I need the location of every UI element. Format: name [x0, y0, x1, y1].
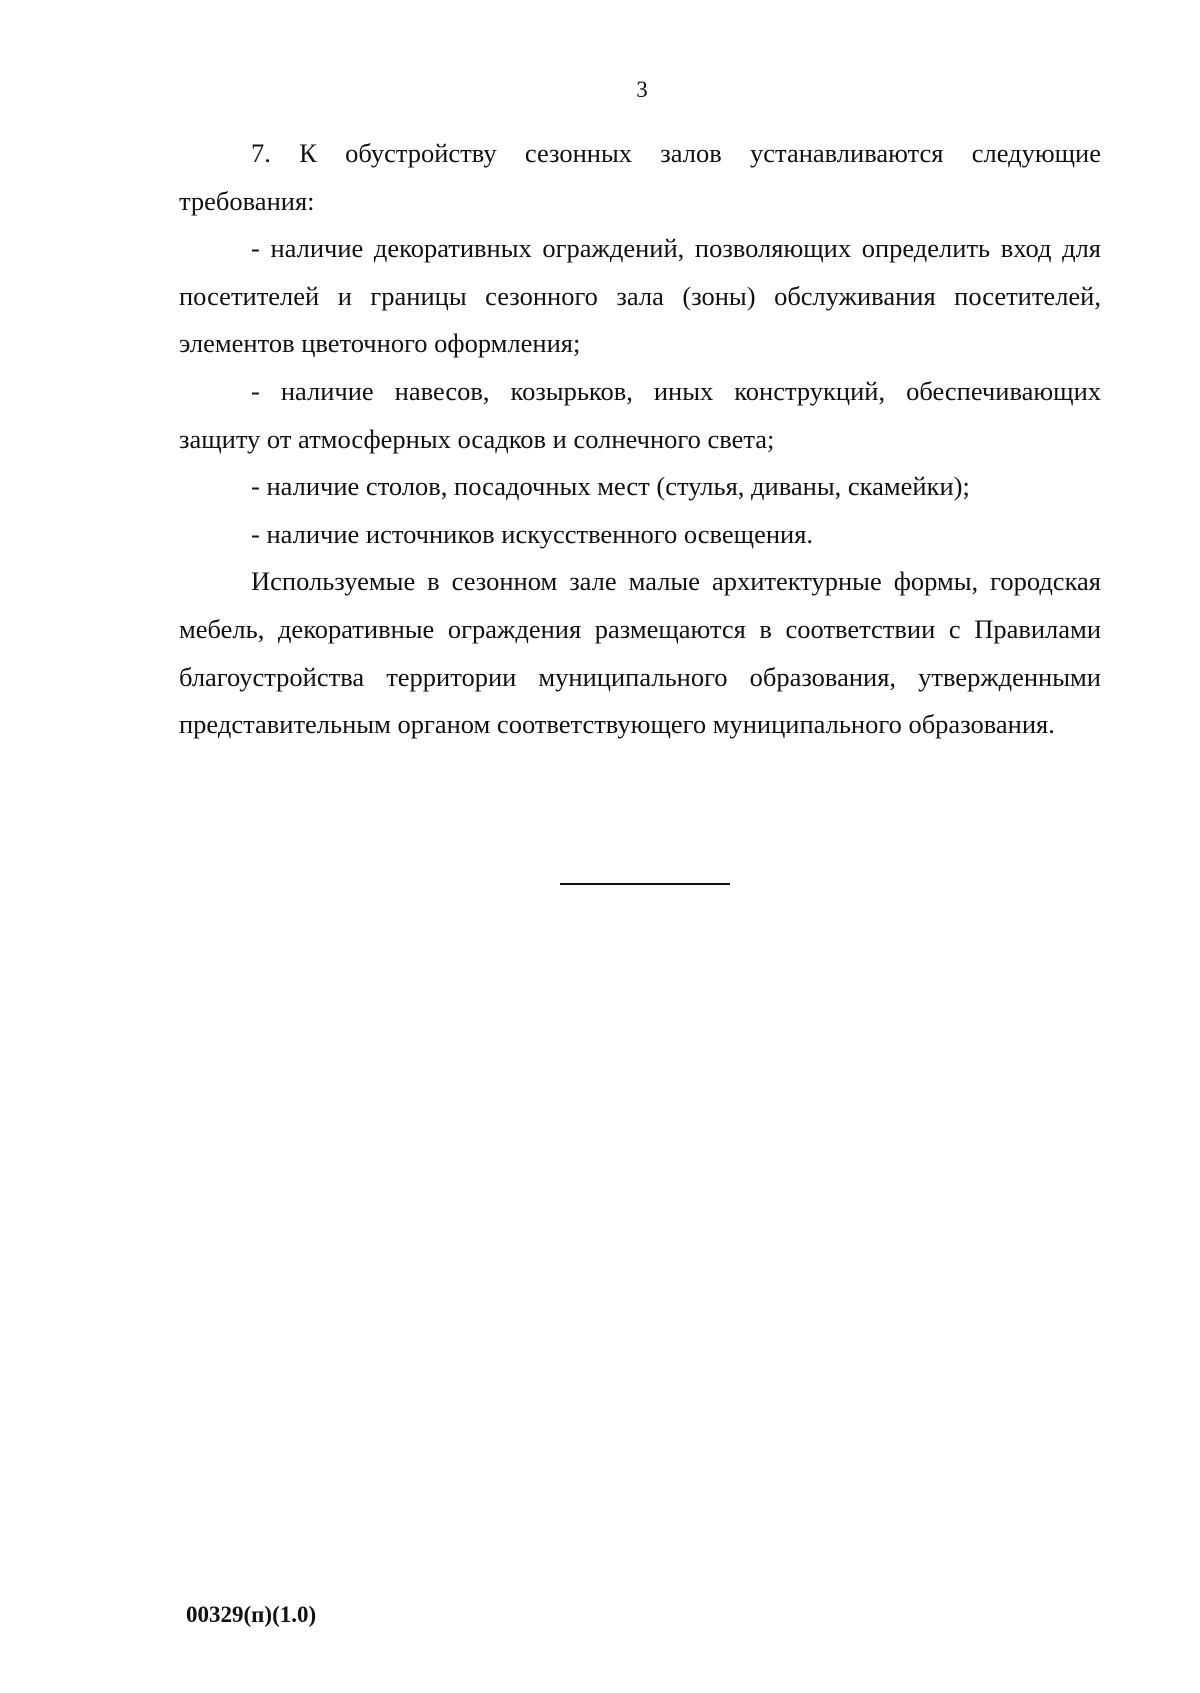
requirement-canopies: - наличие навесов, козырьков, иных конструкций, обеспечивающих защиту от атмосферных осадков и солнечного света; — [179, 375, 1101, 454]
page-number: 3 — [636, 77, 648, 102]
document-footer-code: 00329(п)(1.0) — [186, 1602, 317, 1627]
requirement-seating: - наличие столов, посадочных мест (стулья, диваны, скамейки); — [251, 471, 970, 502]
paragraph-small-architectural-forms: Используемые в сезонном зале малые архитектурные формы, городская мебель, декоративные ограждения размещаются в соответствии с Правилами благоустройства территории муниципального образования, утвержденными представительным органом соответствующего муниципального образования. — [179, 566, 1101, 740]
document-body — [179, 130, 1101, 749]
paragraph-item-7: 7. К обустройству сезонных залов устанавливаются следующие требования: — [179, 138, 1101, 216]
end-separator-line — [560, 883, 730, 885]
requirement-lighting: - наличие источников искусственного освещения. — [251, 518, 814, 549]
requirement-decorative-fences: - наличие декоративных ограждений, позволяющих определить вход для посетителей и границы сезонного зала (зоны) обслуживания посетителей, элементов цветочного оформления; — [179, 233, 1101, 359]
